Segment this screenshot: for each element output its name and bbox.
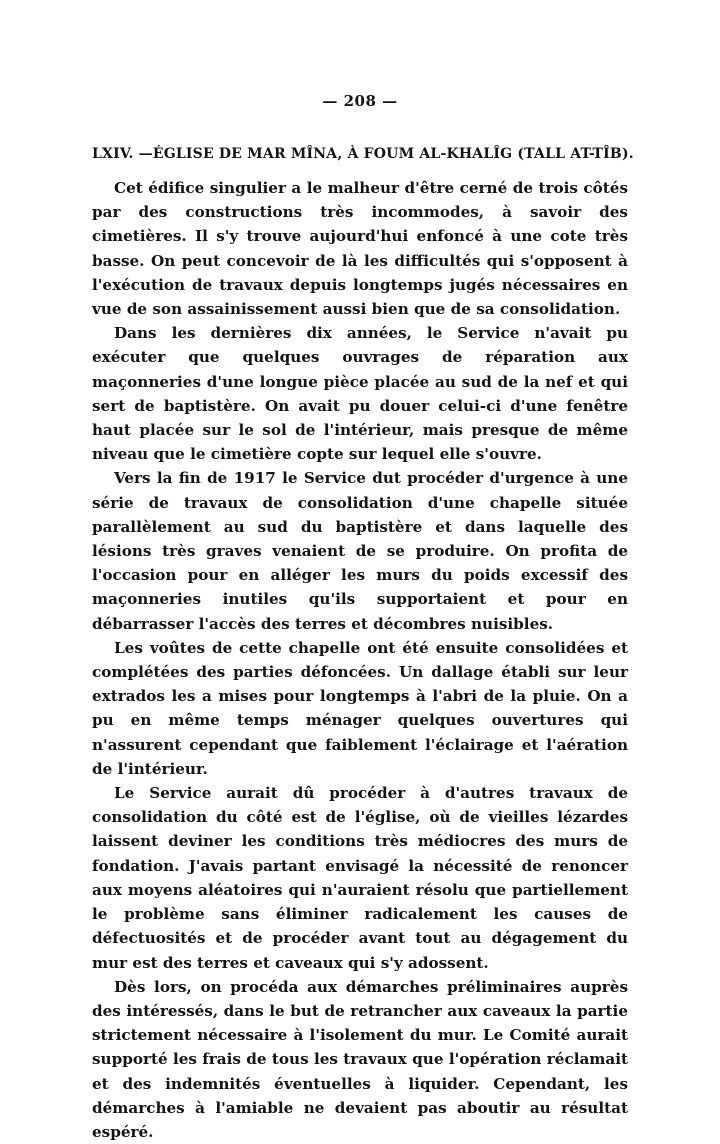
page-number: — 208 — bbox=[322, 92, 398, 110]
paragraph: Dès lors, on procéda aux démarches préliminaires auprès des intéressés, dans le but de retrancher aux caveaux la partie strictement nécessaire à l'isolement du mur. Le Comité aurait supporté les frais de tous les travaux que l'opération réclamait et des indemnités éventuelles à liquider. Cependant, les démarches à l'amiable ne devaient pas aboutir au résultat espéré. bbox=[92, 977, 628, 1141]
paragraph: Cet édifice singulier a le malheur d'être cerné de trois côtés par des constructions très incommodes, à savoir des cimetières. Il s'y trouve aujourd'hui enfoncé à une cote très basse. On peut concevoir de là les difficultés qui s'opposent à l'exécution de travaux depuis longtemps jugés nécessaires en vue de son assainissement aussi bien que de sa consolidation. bbox=[92, 179, 628, 319]
paragraph: Les voûtes de cette chapelle ont été ensuite consolidées et complétées des parties défoncées. Un dallage établi sur leur extrados les a mises pour longtemps à l'abri de la pluie. On a pu en même temps ménager quelques ouvertures qui n'assurent cependant que faiblement l'éclairage et l'aération de l'intérieur. bbox=[92, 638, 628, 778]
section-heading: LXIV. —ÉGLISE DE MAR MÎNA, À FOUM AL-KHALÎG (TALL AT-TÎB). bbox=[92, 146, 634, 162]
paragraph: Le Service aurait dû procéder à d'autres travaux de consolidation du côté est de l'église, où de vieilles lézardes laissent deviner les conditions très médiocres des murs de fondation. J'avais partant envisagé la nécessité de renoncer aux moyens aléatoires qui n'auraient résolu que partiellement le problème sans éliminer radicalement les causes de défectuosités et de procéder avant tout au dégagement du mur est des terres et caveaux qui s'y adossent. bbox=[92, 784, 628, 972]
paragraph: Dans les dernières dix années, le Service n'avait pu exécuter que quelques ouvrages de réparation aux maçonneries d'une longue pièce placée au sud de la nef et qui sert de baptistère. On avait pu douer celui-ci d'une fenêtre haut placée sur le sol de l'intérieur, mais presque de même niveau que le cimetière copte sur lequel elle s'ouvre. bbox=[92, 324, 628, 464]
paragraph: Vers la fin de 1917 le Service dut procéder d'urgence à une série de travaux de consolidation d'une chapelle située parallèlement au sud du baptistère et dans laquelle des lésions très graves venaient de se produire. On profita de l'occasion pour en alléger les murs du poids excessif des maçonneries inutiles qu'ils supportaient et pour en débarrasser l'accès des terres et décombres nuisibles. bbox=[92, 469, 628, 633]
body-text bbox=[92, 176, 628, 1144]
